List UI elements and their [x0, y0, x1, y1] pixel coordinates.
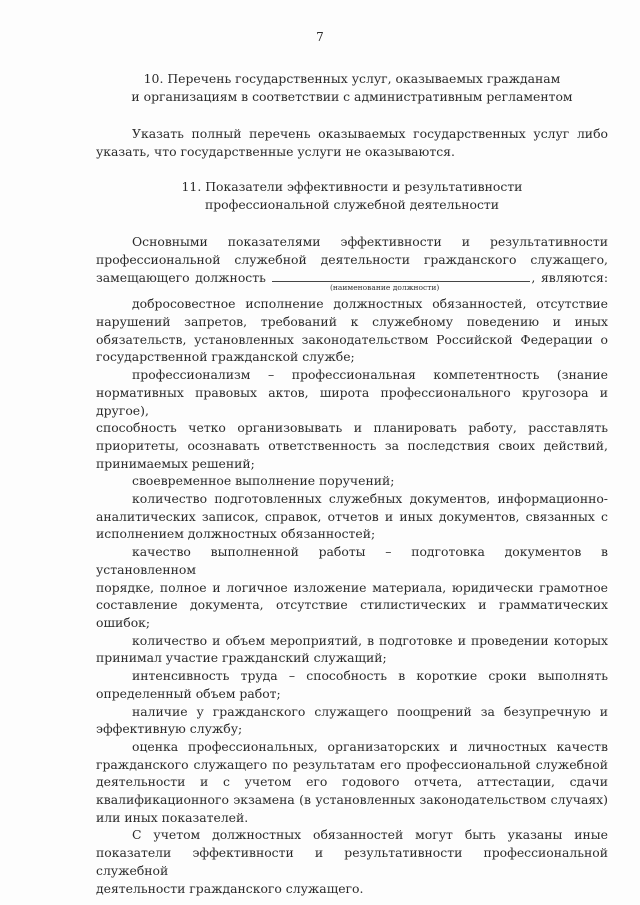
paragraph-line: деятельности и с учетом его годового отчета, аттестации, сдачи	[96, 774, 608, 790]
paragraph-line: или иных показателей.	[96, 809, 249, 825]
intro-line-1: Основными показателями эффективности и результативности	[132, 234, 608, 250]
paragraph-line: эффективную службу;	[96, 721, 243, 737]
criteria-list	[96, 295, 608, 897]
section-11-title-line-1: 11. Показатели эффективности и результативности	[181, 178, 523, 194]
section-10-title-line-2: и организациям в соответствии с административным регламентом	[131, 88, 573, 104]
criteria-paragraph	[96, 472, 608, 490]
section-10	[96, 70, 608, 161]
paragraph-line: приоритеты, осознавать ответственность за последствия своих действий,	[96, 437, 608, 453]
intro-line-3-start: замещающего должность	[96, 269, 266, 285]
page-number: 7	[316, 30, 324, 44]
paragraph-line: профессионализм – профессиональная компетентность (знание	[132, 367, 608, 383]
criteria-paragraph	[96, 826, 608, 897]
section-10-title-line-1: 10. Перечень государственных услуг, оказываемых гражданам	[143, 71, 561, 86]
paragraph-line: количество и объем мероприятий, в подготовке и проведении которых	[132, 632, 608, 648]
paragraph-line: нормативных правовых актов, широта профессионального кругозора и другое),	[96, 384, 608, 418]
section-11	[96, 178, 608, 897]
criteria-paragraph	[96, 366, 608, 472]
criteria-paragraph	[96, 543, 608, 632]
paragraph-line: аналитических записок, справок, отчетов и иных документов, связанных с	[96, 508, 608, 524]
paragraph-line: нарушений запретов, требований к служебному поведению и иных	[96, 314, 608, 330]
paragraph-line: порядке, полное и логичное изложение материала, юридически грамотное	[96, 579, 608, 595]
section-10-text-line-2: указать, что государственные услуги не оказываются.	[96, 144, 455, 160]
criteria-paragraph	[96, 667, 608, 702]
position-blank-field	[272, 271, 530, 282]
criteria-paragraph	[96, 632, 608, 667]
paragraph-line: принимаемых решений;	[96, 455, 255, 471]
section-10-text-line-1: Указать полный перечень оказываемых государственных услуг либо	[132, 126, 608, 142]
intro-line-3-end: , являются:	[531, 269, 608, 285]
criteria-paragraph	[96, 703, 608, 738]
paragraph-line: составление документа, отсутствие стилистических и грамматических ошибок;	[96, 597, 608, 630]
paragraph-line: исполнением должностных обязанностей;	[96, 526, 376, 542]
criteria-paragraph	[96, 738, 608, 827]
paragraph-line: показатели эффективности и результативности профессиональной служебной	[96, 845, 608, 878]
intro-line-2: профессиональной служебной деятельности гражданского служащего,	[96, 251, 608, 267]
blank-caption: (наименование должности)	[330, 283, 440, 293]
paragraph-line: качество выполненной работы – подготовка документов в установленном	[96, 544, 608, 577]
paragraph-line: интенсивность труда – способность в короткие сроки выполнять	[132, 668, 608, 684]
paragraph-line: государственной гражданской службе;	[96, 349, 355, 365]
paragraph-line: количество подготовленных служебных документов, информационно-	[132, 491, 608, 507]
section-11-title-line-2: профессиональной служебной деятельности	[204, 196, 500, 212]
page-content	[96, 70, 608, 897]
paragraph-line: своевременное выполнение поручений;	[132, 473, 395, 489]
paragraph-line: оценка профессиональных, организаторских и личностных качеств	[132, 738, 608, 754]
paragraph-line: добросовестное исполнение должностных обязанностей, отсутствие	[132, 296, 608, 312]
paragraph-line: С учетом должностных обязанностей могут быть указаны иные	[132, 827, 608, 843]
paragraph-line: гражданского служащего по результатам его профессиональной служебной	[96, 756, 608, 772]
paragraph-line: деятельности гражданского служащего.	[96, 880, 364, 896]
paragraph-line: определенный объем работ;	[96, 685, 281, 701]
paragraph-line: принимал участие гражданский служащий;	[96, 650, 387, 666]
paragraph-line: способность четко организовывать и планировать работу, расставлять	[96, 420, 608, 436]
paragraph-line: наличие у гражданского служащего поощрений за безупречную и	[132, 703, 608, 719]
paragraph-line: квалификационного экзамена (в установленных законодательством случаях)	[96, 792, 608, 808]
paragraph-line: обязательств, установленных законодательством Российской Федерации о	[96, 331, 608, 347]
criteria-paragraph	[96, 295, 608, 366]
criteria-paragraph	[96, 490, 608, 543]
